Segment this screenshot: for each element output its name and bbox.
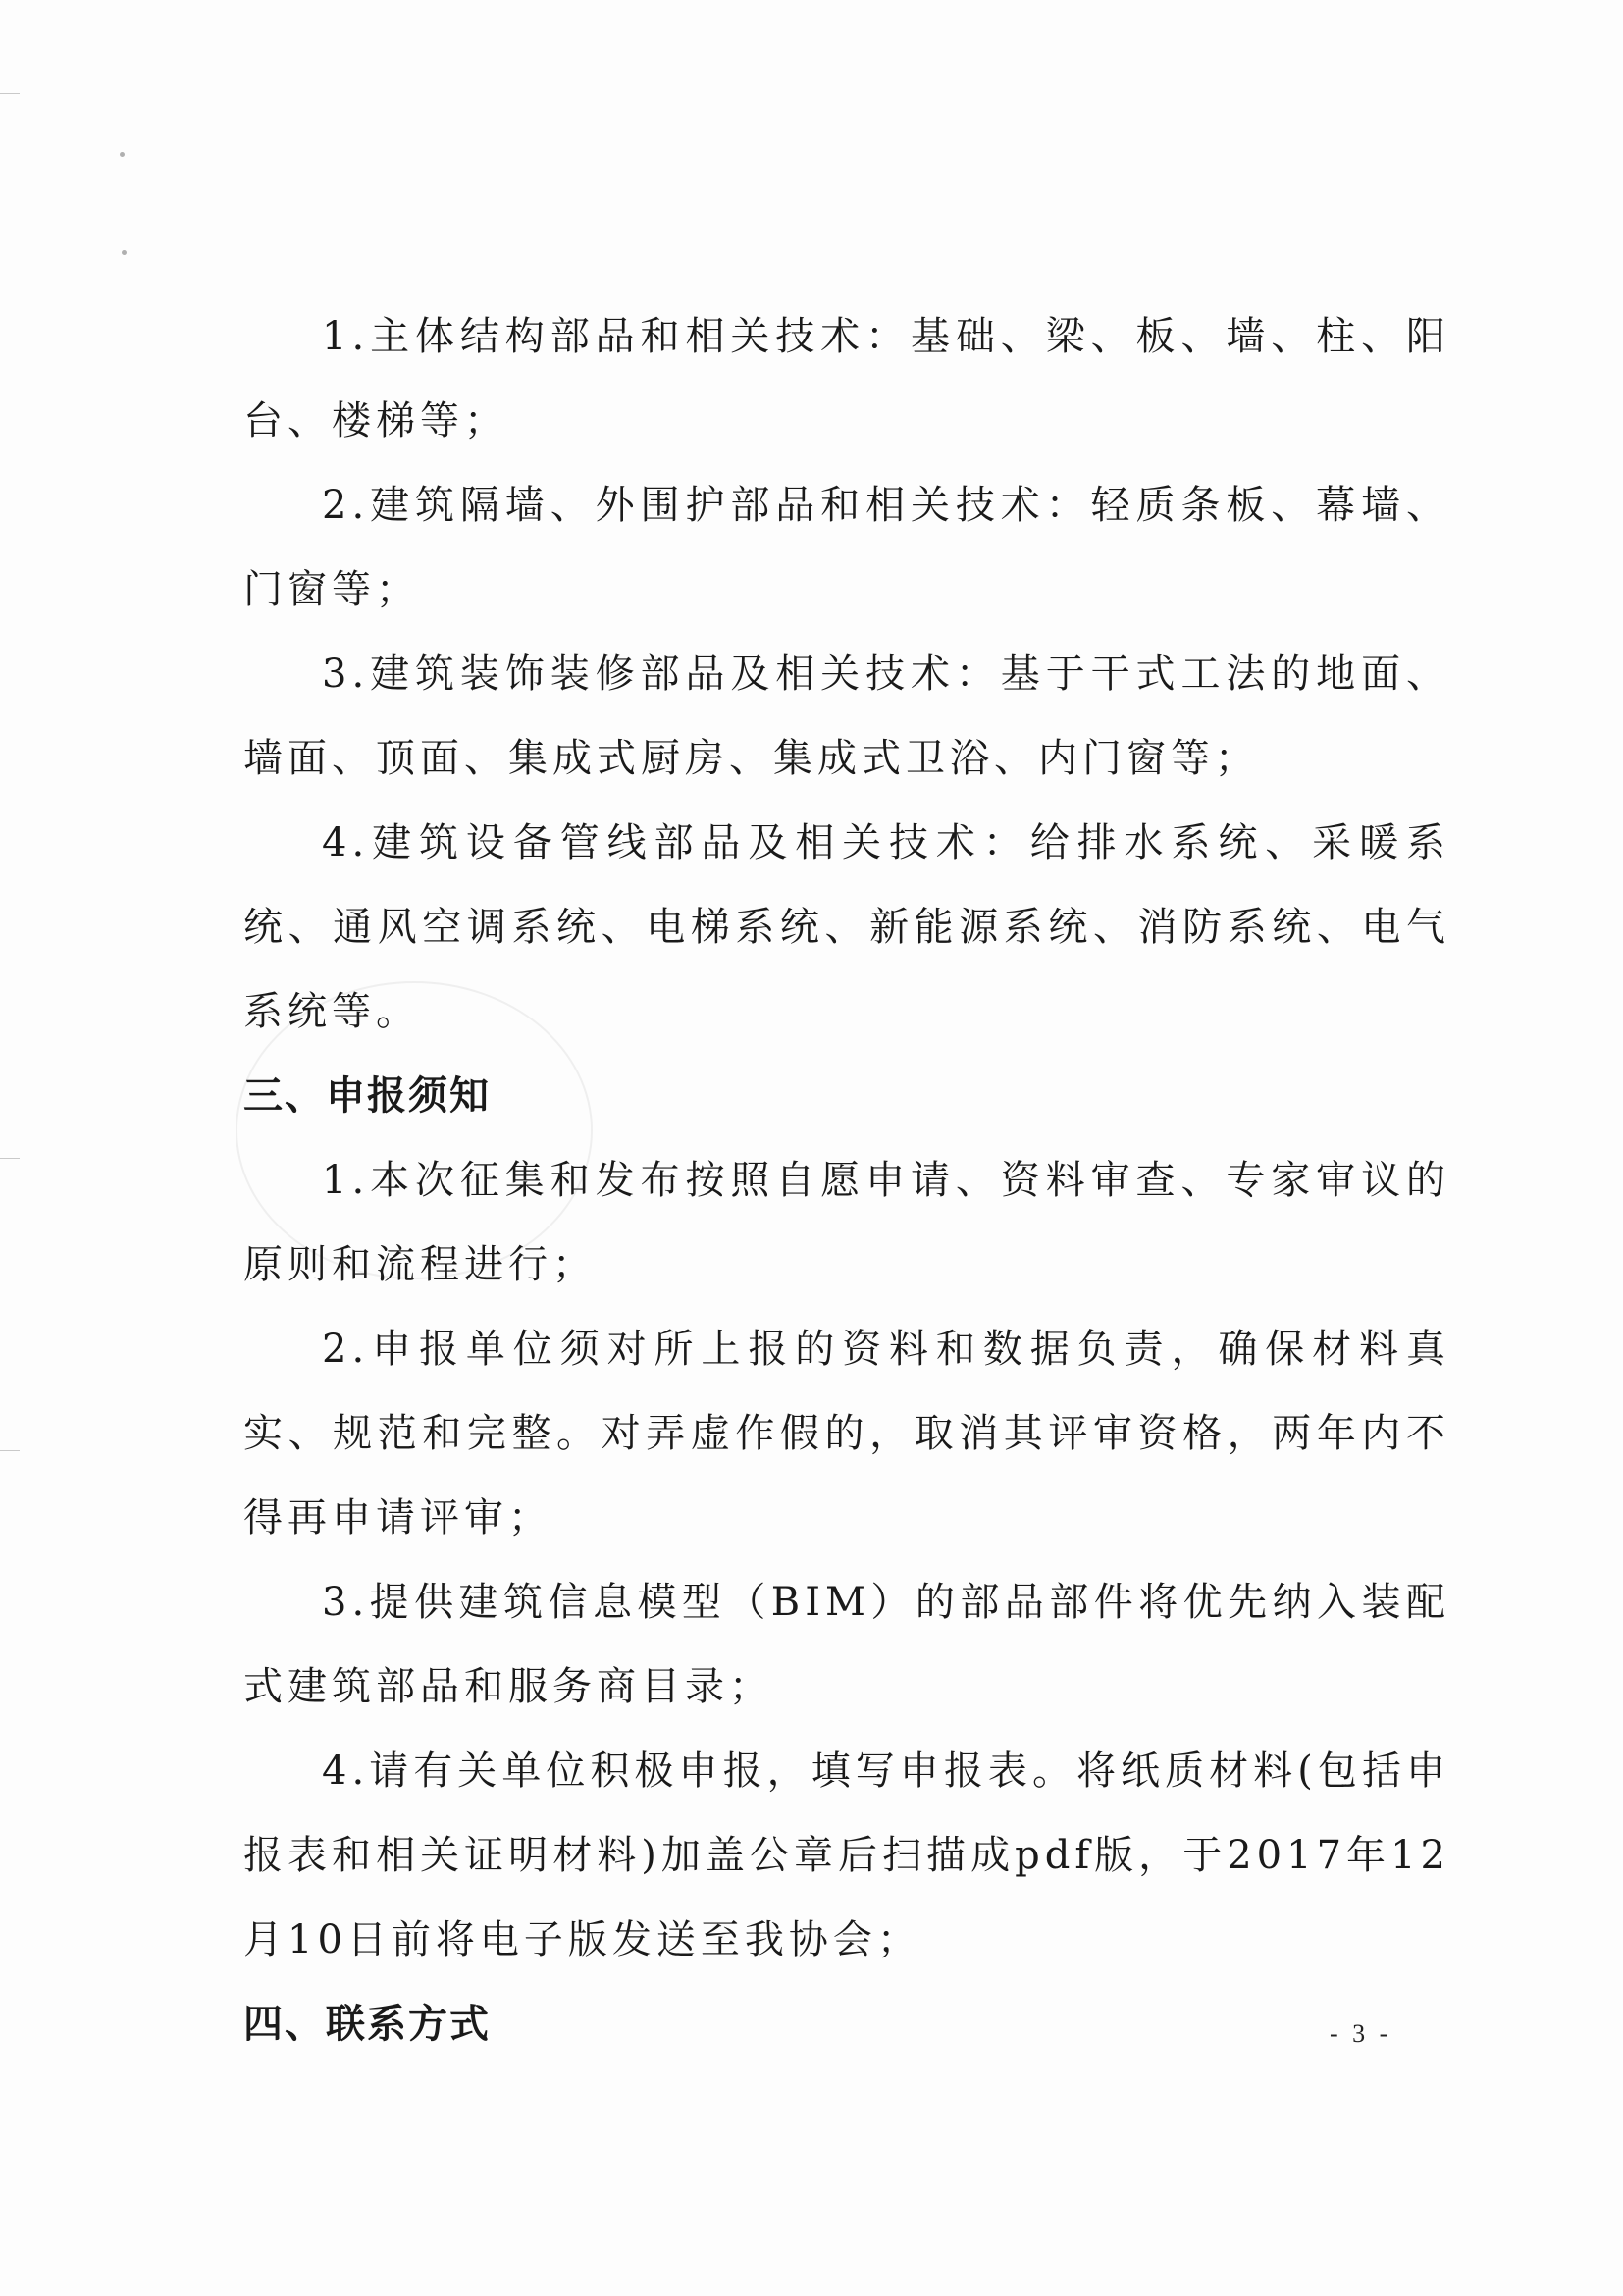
list-item-3: 3.建筑装饰装修部品及相关技术：基于干式工法的地面、墙面、顶面、集成式厨房、集成式卫浴、内门窗等； bbox=[243, 652, 1450, 781]
list-item-2: 2.建筑隔墙、外围护部品和相关技术：轻质条板、幕墙、门窗等； bbox=[243, 483, 1450, 612]
document-body bbox=[243, 294, 1450, 2066]
notice-item-2: 2.申报单位须对所上报的资料和数据负责，确保材料真实、规范和完整。对弄虚作假的，取消其评审资格，两年内不得再申请评审； bbox=[243, 1327, 1450, 1540]
list-item-1: 1.主体结构部品和相关技术：基础、梁、板、墙、柱、阳台、楼梯等； bbox=[243, 314, 1450, 444]
scan-speck bbox=[122, 250, 127, 255]
scan-edge-mark bbox=[0, 1450, 20, 1451]
section-heading-notice: 三、申报须知 bbox=[243, 1073, 491, 1119]
notice-item-1: 1.本次征集和发布按照自愿申请、资料审查、专家审议的原则和流程进行； bbox=[243, 1158, 1450, 1287]
list-item-4: 4.建筑设备管线部品及相关技术：给排水系统、采暖系统、通风空调系统、电梯系统、新能源系统、消防系统、电气系统等。 bbox=[243, 820, 1450, 1034]
notice-item-3: 3.提供建筑信息模型（BIM）的部品部件将优先纳入装配式建筑部品和服务商目录； bbox=[243, 1580, 1450, 1709]
page-number: - 3 - bbox=[1330, 2019, 1392, 2048]
scan-speck bbox=[120, 152, 125, 157]
scan-edge-mark bbox=[0, 1158, 20, 1159]
scan-edge-mark bbox=[0, 93, 20, 94]
notice-item-4: 4.请有关单位积极申报，填写申报表。将纸质材料(包括申报表和相关证明材料)加盖公章后扫描成pdf版，于2017年12月10日前将电子版发送至我协会； bbox=[243, 1748, 1450, 1962]
section-heading-contact: 四、联系方式 bbox=[243, 2002, 491, 2047]
